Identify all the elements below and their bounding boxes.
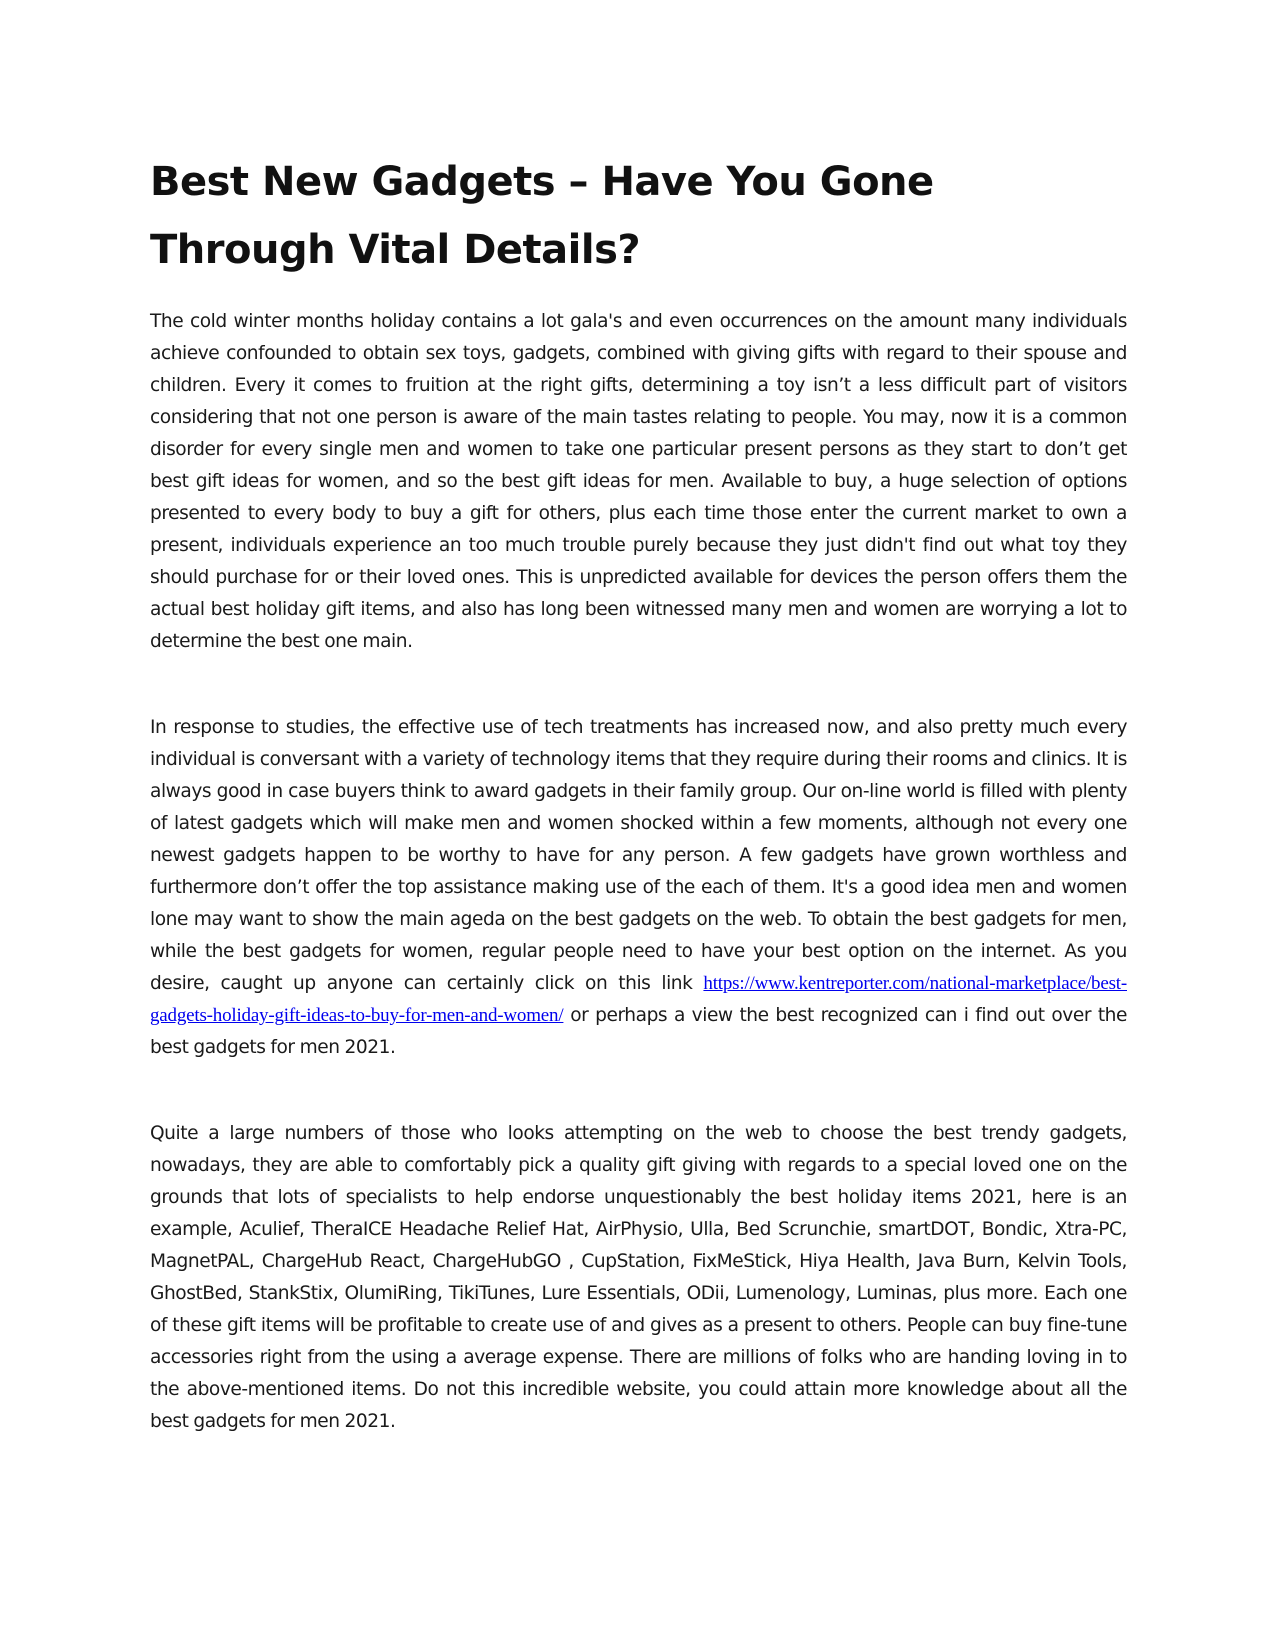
document-title: Best New Gadgets – Have You Gone Through Vital Details? bbox=[150, 159, 934, 273]
document-page bbox=[150, 148, 1127, 1438]
kentreporter-link[interactable]: https://www.kentreporter.com/national-marketplace/best-gadgets-holiday-gift-ideas-to-buy-for-men-and-women/ bbox=[150, 973, 1127, 1026]
paragraph-gadget-list: Quite a large numbers of those who looks attempting on the web to choose the best trendy gadgets, nowadays, they are able to comfortably pick a quality gift giving with regards to a special loved one on the grounds that lots of specialists to help endorse unquestionably the best holiday items 2021, here is an example, Aculief, TheraICE Headache Relief Hat, AirPhysio, Ulla, Bed Scrunchie, smartDOT, Bondic, Xtra-PC, MagnetPAL, ChargeHub React, ChargeHubGO , CupStation, FixMeStick, Hiya Health, Java Burn, Kelvin Tools, GhostBed, StankStix, OlumiRing, TikiTunes, Lure Essentials, ODii, Lumenology, Luminas, plus more. Each one of these gift items will be profitable to create use of and gives as a present to others. People can buy fine-tune accessories right from the using a average expense. There are millions of folks who are handing loving in to the above-mentioned items. Do not this incredible website, you could attain more knowledge about all the best gadgets for men 2021. bbox=[150, 1123, 1127, 1432]
paragraph-studies bbox=[150, 712, 1127, 1064]
paragraph-intro: The cold winter months holiday contains a lot gala's and even occurrences on the amount many individuals achieve confounded to obtain sex toys, gadgets, combined with giving gifts with regard to their spouse and children. Every it comes to fruition at the right gifts, determining a toy isn’t a less difficult part of visitors considering that not one person is aware of the main tastes relating to people. You may, now it is a common disorder for every single men and women to take one particular present persons as they start to don’t get best gift ideas for women, and so the best gift ideas for men. Available to buy, a huge selection of options presented to every body to buy a gift for others, plus each time those enter the current market to own a present, individuals experience an too much trouble purely because they just didn't find out what toy they should purchase for or their loved ones. This is unpredicted available for devices the person offers them the actual best holiday gift items, and also has long been witnessed many men and women are worrying a lot to determine the best one main. bbox=[150, 311, 1127, 652]
paragraph-studies-text: In response to studies, the effective use of tech treatments has increased now, and also pretty much every individual is conversant with a variety of technology items that they require during their rooms and clinics. It is always good in case buyers think to award gadgets in their family group. Our on-line world is filled with plenty of latest gadgets which will make men and women shocked within a few moments, although not every one newest gadgets happen to be worthy to have for any person. A few gadgets have grown worthless and furthermore don’t offer the top assistance making use of the each of them. It's a good idea men and women lone may want to show the main ageda on the best gadgets on the web. To obtain the best gadgets for men, while the best gadgets for women, regular people need to have your best option on the internet. As you desire, caught up anyone can certainly click on this link bbox=[150, 717, 1127, 994]
paragraph-studies-tail: or perhaps a view the best recognized can i find out over the best gadgets for men 2021. bbox=[150, 1005, 1127, 1058]
